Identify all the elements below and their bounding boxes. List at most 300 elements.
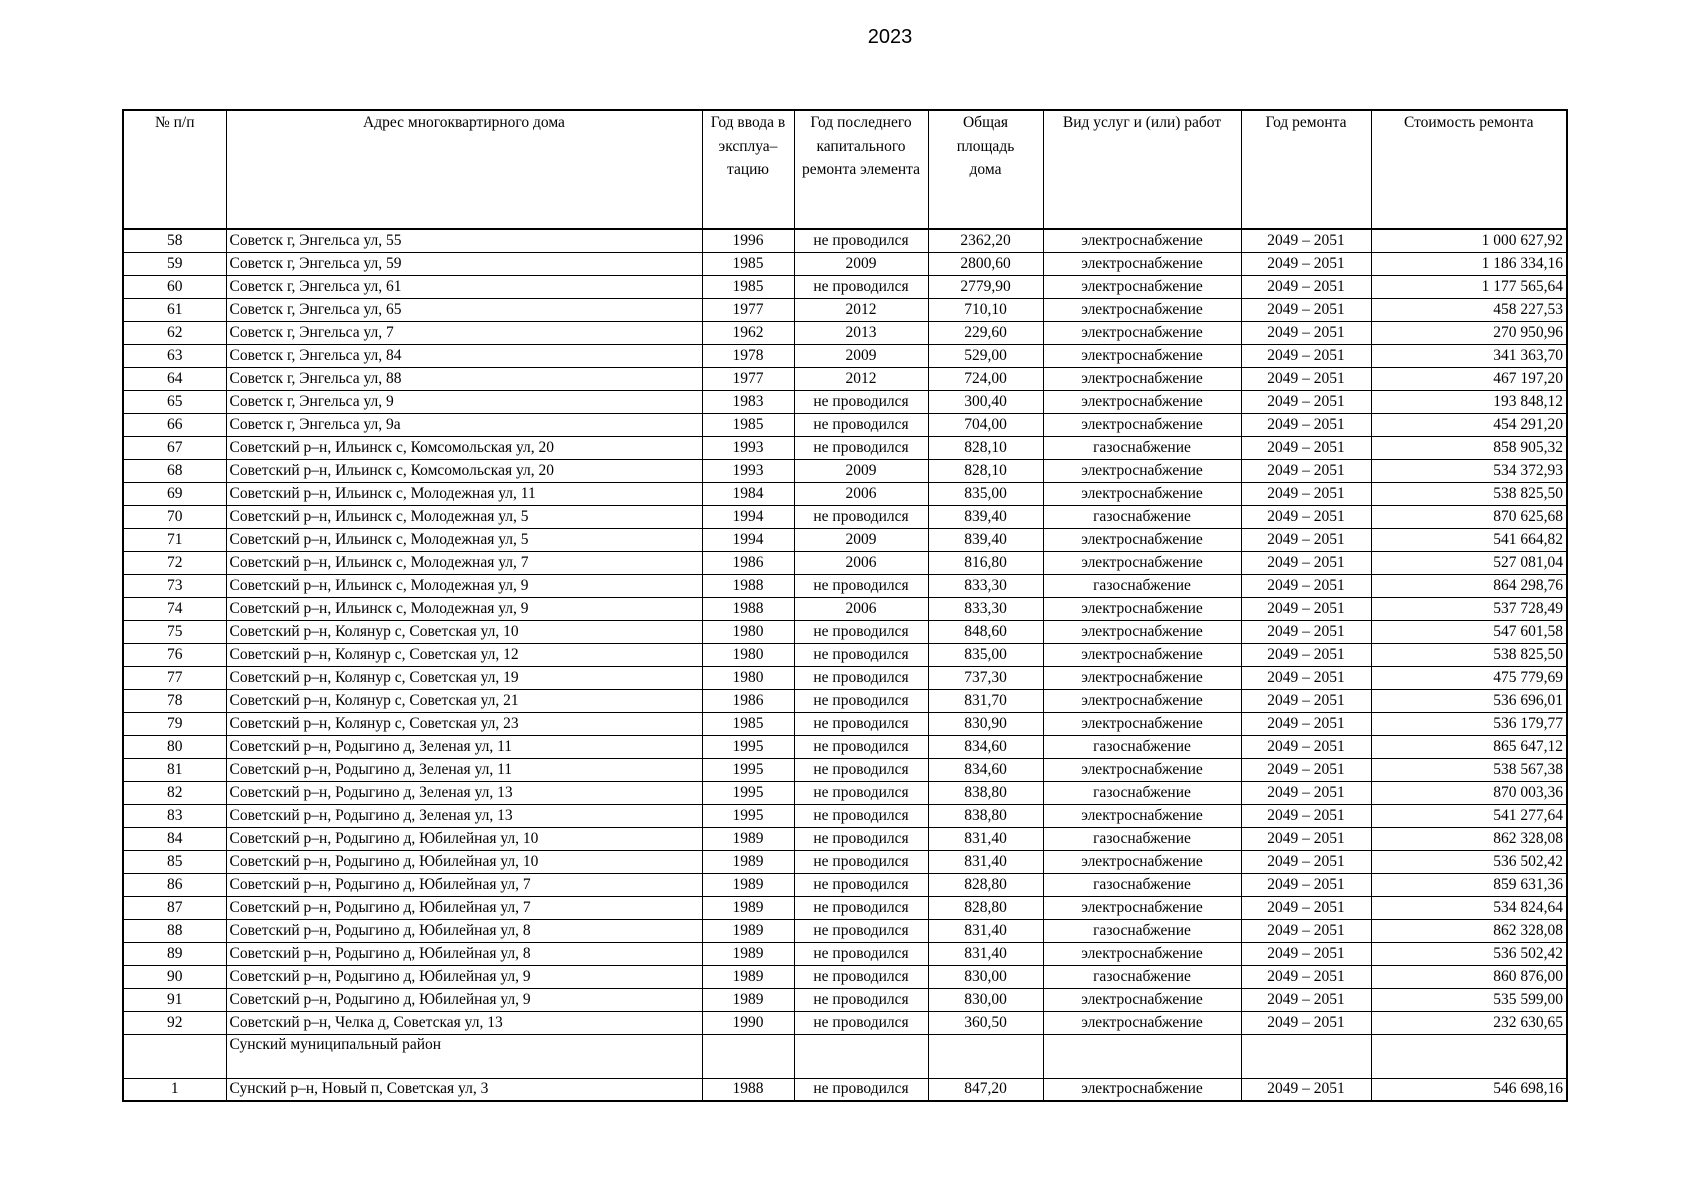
row-address: Советский р–н, Родыгино д, Юбилейная ул, 9 <box>226 965 702 988</box>
row-service: электроснабжение <box>1043 459 1241 482</box>
table-row <box>123 758 1567 781</box>
row-address: Советск г, Энгельса ул, 7 <box>226 321 702 344</box>
row-address: Советский р–н, Родыгино д, Зеленая ул, 11 <box>226 758 702 781</box>
row-area: 833,30 <box>928 574 1043 597</box>
row-area: 2779,90 <box>928 275 1043 298</box>
row-service: электроснабжение <box>1043 298 1241 321</box>
row-address: Советский р–н, Родыгино д, Юбилейная ул, 10 <box>226 850 702 873</box>
row-number: 89 <box>123 942 226 965</box>
section-empty-cell <box>928 1034 1043 1078</box>
row-last-repair: 2009 <box>794 459 928 482</box>
row-service: электроснабжение <box>1043 942 1241 965</box>
row-cost: 527 081,04 <box>1371 551 1567 574</box>
row-service: электроснабжение <box>1043 597 1241 620</box>
table-row <box>123 781 1567 804</box>
row-number: 65 <box>123 390 226 413</box>
row-number: 80 <box>123 735 226 758</box>
table-row <box>123 344 1567 367</box>
row-area: 737,30 <box>928 666 1043 689</box>
row-repair-years: 2049 – 2051 <box>1241 505 1371 528</box>
row-number: 74 <box>123 597 226 620</box>
row-service: электроснабжение <box>1043 896 1241 919</box>
row-service: электроснабжение <box>1043 712 1241 735</box>
row-last-repair: не проводился <box>794 942 928 965</box>
row-cost: 859 631,36 <box>1371 873 1567 896</box>
row-year-built: 1993 <box>702 436 794 459</box>
row-last-repair: 2009 <box>794 252 928 275</box>
section-empty-cell <box>123 1034 226 1078</box>
row-address: Советск г, Энгельса ул, 84 <box>226 344 702 367</box>
row-service: газоснабжение <box>1043 827 1241 850</box>
row-year-built: 1994 <box>702 505 794 528</box>
table-row <box>123 643 1567 666</box>
row-last-repair: не проводился <box>794 1011 928 1034</box>
row-address: Советский р–н, Челка д, Советская ул, 13 <box>226 1011 702 1034</box>
row-number: 1 <box>123 1078 226 1101</box>
table-row <box>123 620 1567 643</box>
row-area: 360,50 <box>928 1011 1043 1034</box>
row-service: электроснабжение <box>1043 252 1241 275</box>
row-cost: 1 177 565,64 <box>1371 275 1567 298</box>
table-row <box>123 275 1567 298</box>
table-row <box>123 413 1567 436</box>
row-service: газоснабжение <box>1043 436 1241 459</box>
row-area: 229,60 <box>928 321 1043 344</box>
row-area: 830,00 <box>928 988 1043 1011</box>
row-number: 70 <box>123 505 226 528</box>
row-repair-years: 2049 – 2051 <box>1241 252 1371 275</box>
column-header-number: № п/п <box>123 110 226 229</box>
row-repair-years: 2049 – 2051 <box>1241 758 1371 781</box>
row-area: 2362,20 <box>928 229 1043 252</box>
row-repair-years: 2049 – 2051 <box>1241 735 1371 758</box>
section-empty-cell <box>1043 1034 1241 1078</box>
row-number: 62 <box>123 321 226 344</box>
row-repair-years: 2049 – 2051 <box>1241 1011 1371 1034</box>
row-repair-years: 2049 – 2051 <box>1241 574 1371 597</box>
row-number: 91 <box>123 988 226 1011</box>
row-repair-years: 2049 – 2051 <box>1241 367 1371 390</box>
row-year-built: 1990 <box>702 1011 794 1034</box>
row-repair-years: 2049 – 2051 <box>1241 528 1371 551</box>
row-area: 833,30 <box>928 597 1043 620</box>
row-year-built: 1996 <box>702 229 794 252</box>
row-service: газоснабжение <box>1043 735 1241 758</box>
table-row <box>123 321 1567 344</box>
row-number: 90 <box>123 965 226 988</box>
table-row <box>123 298 1567 321</box>
row-cost: 538 825,50 <box>1371 643 1567 666</box>
table-row <box>123 712 1567 735</box>
row-year-built: 1985 <box>702 712 794 735</box>
row-service: электроснабжение <box>1043 390 1241 413</box>
row-year-built: 1986 <box>702 551 794 574</box>
row-address: Советск г, Энгельса ул, 9а <box>226 413 702 436</box>
section-header-row <box>123 1034 1567 1078</box>
row-cost: 864 298,76 <box>1371 574 1567 597</box>
row-repair-years: 2049 – 2051 <box>1241 1078 1371 1101</box>
row-last-repair: не проводился <box>794 689 928 712</box>
row-service: электроснабжение <box>1043 1078 1241 1101</box>
row-area: 839,40 <box>928 528 1043 551</box>
row-last-repair: не проводился <box>794 229 928 252</box>
row-service: электроснабжение <box>1043 666 1241 689</box>
row-year-built: 1977 <box>702 367 794 390</box>
row-number: 59 <box>123 252 226 275</box>
row-cost: 1 000 627,92 <box>1371 229 1567 252</box>
row-service: электроснабжение <box>1043 229 1241 252</box>
row-service: электроснабжение <box>1043 689 1241 712</box>
row-number: 87 <box>123 896 226 919</box>
repair-schedule-table <box>122 109 1568 1102</box>
row-number: 66 <box>123 413 226 436</box>
row-year-built: 1980 <box>702 666 794 689</box>
row-last-repair: не проводился <box>794 712 928 735</box>
row-number: 71 <box>123 528 226 551</box>
row-year-built: 1989 <box>702 827 794 850</box>
row-last-repair: не проводился <box>794 873 928 896</box>
row-year-built: 1989 <box>702 919 794 942</box>
row-cost: 860 876,00 <box>1371 965 1567 988</box>
row-address: Сунский р–н, Новый п, Советская ул, 3 <box>226 1078 702 1101</box>
row-last-repair: 2012 <box>794 367 928 390</box>
row-repair-years: 2049 – 2051 <box>1241 551 1371 574</box>
row-service: электроснабжение <box>1043 413 1241 436</box>
row-area: 529,00 <box>928 344 1043 367</box>
row-number: 67 <box>123 436 226 459</box>
row-area: 830,00 <box>928 965 1043 988</box>
row-address: Советский р–н, Родыгино д, Юбилейная ул, 10 <box>226 827 702 850</box>
row-cost: 865 647,12 <box>1371 735 1567 758</box>
row-number: 83 <box>123 804 226 827</box>
row-year-built: 1995 <box>702 804 794 827</box>
row-repair-years: 2049 – 2051 <box>1241 298 1371 321</box>
row-last-repair: не проводился <box>794 666 928 689</box>
row-address: Советский р–н, Ильинск с, Молодежная ул, 5 <box>226 528 702 551</box>
table-row <box>123 459 1567 482</box>
column-header-repair-years: Год ремонта <box>1241 110 1371 229</box>
row-area: 835,00 <box>928 482 1043 505</box>
row-address: Советский р–н, Ильинск с, Молодежная ул, 5 <box>226 505 702 528</box>
row-cost: 541 277,64 <box>1371 804 1567 827</box>
row-cost: 458 227,53 <box>1371 298 1567 321</box>
table-row <box>123 252 1567 275</box>
row-service: электроснабжение <box>1043 367 1241 390</box>
row-address: Советский р–н, Ильинск с, Комсомольская ул, 20 <box>226 459 702 482</box>
row-area: 2800,60 <box>928 252 1043 275</box>
row-area: 835,00 <box>928 643 1043 666</box>
row-last-repair: 2006 <box>794 551 928 574</box>
row-area: 830,90 <box>928 712 1043 735</box>
row-area: 831,70 <box>928 689 1043 712</box>
row-service: электроснабжение <box>1043 344 1241 367</box>
row-service: электроснабжение <box>1043 1011 1241 1034</box>
row-cost: 870 625,68 <box>1371 505 1567 528</box>
row-address: Советский р–н, Родыгино д, Юбилейная ул, 7 <box>226 896 702 919</box>
row-address: Советский р–н, Колянур с, Советская ул, 12 <box>226 643 702 666</box>
row-last-repair: не проводился <box>794 413 928 436</box>
row-last-repair: не проводился <box>794 436 928 459</box>
row-area: 831,40 <box>928 827 1043 850</box>
row-cost: 536 179,77 <box>1371 712 1567 735</box>
row-repair-years: 2049 – 2051 <box>1241 666 1371 689</box>
row-last-repair: не проводился <box>794 758 928 781</box>
row-repair-years: 2049 – 2051 <box>1241 413 1371 436</box>
row-service: электроснабжение <box>1043 275 1241 298</box>
row-last-repair: 2013 <box>794 321 928 344</box>
row-service: газоснабжение <box>1043 781 1241 804</box>
row-address: Советский р–н, Родыгино д, Юбилейная ул, 7 <box>226 873 702 896</box>
table-row <box>123 942 1567 965</box>
row-cost: 193 848,12 <box>1371 390 1567 413</box>
row-repair-years: 2049 – 2051 <box>1241 942 1371 965</box>
row-last-repair: не проводился <box>794 574 928 597</box>
row-repair-years: 2049 – 2051 <box>1241 321 1371 344</box>
table-row <box>123 574 1567 597</box>
row-year-built: 1995 <box>702 758 794 781</box>
row-number: 88 <box>123 919 226 942</box>
table-row <box>123 919 1567 942</box>
column-header-cost: Стоимость ремонта <box>1371 110 1567 229</box>
row-service: газоснабжение <box>1043 574 1241 597</box>
row-repair-years: 2049 – 2051 <box>1241 436 1371 459</box>
row-last-repair: не проводился <box>794 781 928 804</box>
section-title: Сунский муниципальный район <box>226 1034 702 1078</box>
row-area: 831,40 <box>928 850 1043 873</box>
row-cost: 232 630,65 <box>1371 1011 1567 1034</box>
row-address: Советский р–н, Родыгино д, Зеленая ул, 13 <box>226 781 702 804</box>
row-repair-years: 2049 – 2051 <box>1241 620 1371 643</box>
row-area: 816,80 <box>928 551 1043 574</box>
row-last-repair: не проводился <box>794 827 928 850</box>
row-cost: 341 363,70 <box>1371 344 1567 367</box>
row-year-built: 1994 <box>702 528 794 551</box>
row-repair-years: 2049 – 2051 <box>1241 919 1371 942</box>
row-cost: 547 601,58 <box>1371 620 1567 643</box>
row-service: газоснабжение <box>1043 505 1241 528</box>
row-address: Советский р–н, Колянур с, Советская ул, 19 <box>226 666 702 689</box>
row-service: электроснабжение <box>1043 482 1241 505</box>
row-year-built: 1977 <box>702 298 794 321</box>
row-repair-years: 2049 – 2051 <box>1241 850 1371 873</box>
row-cost: 536 502,42 <box>1371 850 1567 873</box>
row-area: 831,40 <box>928 919 1043 942</box>
row-number: 92 <box>123 1011 226 1034</box>
row-repair-years: 2049 – 2051 <box>1241 275 1371 298</box>
row-number: 77 <box>123 666 226 689</box>
row-cost: 538 825,50 <box>1371 482 1567 505</box>
row-last-repair: не проводился <box>794 620 928 643</box>
row-repair-years: 2049 – 2051 <box>1241 988 1371 1011</box>
row-last-repair: 2012 <box>794 298 928 321</box>
table-row <box>123 528 1567 551</box>
table-row <box>123 505 1567 528</box>
row-cost: 537 728,49 <box>1371 597 1567 620</box>
row-area: 838,80 <box>928 781 1043 804</box>
row-repair-years: 2049 – 2051 <box>1241 804 1371 827</box>
row-cost: 475 779,69 <box>1371 666 1567 689</box>
row-year-built: 1988 <box>702 597 794 620</box>
row-number: 81 <box>123 758 226 781</box>
row-cost: 1 186 334,16 <box>1371 252 1567 275</box>
row-year-built: 1995 <box>702 781 794 804</box>
row-number: 84 <box>123 827 226 850</box>
row-year-built: 1995 <box>702 735 794 758</box>
row-area: 847,20 <box>928 1078 1043 1101</box>
row-year-built: 1989 <box>702 965 794 988</box>
table-row <box>123 1078 1567 1101</box>
row-repair-years: 2049 – 2051 <box>1241 873 1371 896</box>
row-area: 828,80 <box>928 873 1043 896</box>
row-address: Советск г, Энгельса ул, 9 <box>226 390 702 413</box>
table-row <box>123 804 1567 827</box>
row-number: 85 <box>123 850 226 873</box>
row-cost: 467 197,20 <box>1371 367 1567 390</box>
row-cost: 858 905,32 <box>1371 436 1567 459</box>
row-cost: 538 567,38 <box>1371 758 1567 781</box>
row-address: Советск г, Энгельса ул, 88 <box>226 367 702 390</box>
table-row <box>123 896 1567 919</box>
row-year-built: 1989 <box>702 896 794 919</box>
row-repair-years: 2049 – 2051 <box>1241 643 1371 666</box>
row-year-built: 1989 <box>702 942 794 965</box>
row-year-built: 1980 <box>702 620 794 643</box>
row-year-built: 1985 <box>702 413 794 436</box>
row-year-built: 1989 <box>702 988 794 1011</box>
section-empty-cell <box>1371 1034 1567 1078</box>
row-year-built: 1984 <box>702 482 794 505</box>
row-last-repair: 2006 <box>794 597 928 620</box>
row-cost: 546 698,16 <box>1371 1078 1567 1101</box>
row-cost: 541 664,82 <box>1371 528 1567 551</box>
row-year-built: 1978 <box>702 344 794 367</box>
table-row <box>123 965 1567 988</box>
page-header: 2023 <box>867 26 913 48</box>
row-last-repair: не проводился <box>794 988 928 1011</box>
row-service: электроснабжение <box>1043 528 1241 551</box>
row-number: 75 <box>123 620 226 643</box>
row-repair-years: 2049 – 2051 <box>1241 597 1371 620</box>
row-area: 834,60 <box>928 735 1043 758</box>
row-number: 61 <box>123 298 226 321</box>
row-address: Советск г, Энгельса ул, 65 <box>226 298 702 321</box>
table-row <box>123 551 1567 574</box>
row-number: 69 <box>123 482 226 505</box>
row-number: 86 <box>123 873 226 896</box>
row-number: 68 <box>123 459 226 482</box>
row-area: 724,00 <box>928 367 1043 390</box>
row-number: 76 <box>123 643 226 666</box>
row-area: 848,60 <box>928 620 1043 643</box>
column-header-service: Вид услуг и (или) работ <box>1043 110 1241 229</box>
row-service: газоснабжение <box>1043 873 1241 896</box>
section-empty-cell <box>794 1034 928 1078</box>
row-year-built: 1985 <box>702 252 794 275</box>
row-year-built: 1980 <box>702 643 794 666</box>
row-address: Советский р–н, Родыгино д, Зеленая ул, 13 <box>226 804 702 827</box>
row-cost: 535 599,00 <box>1371 988 1567 1011</box>
row-area: 710,10 <box>928 298 1043 321</box>
row-year-built: 1986 <box>702 689 794 712</box>
row-repair-years: 2049 – 2051 <box>1241 896 1371 919</box>
row-address: Советский р–н, Родыгино д, Юбилейная ул, 8 <box>226 942 702 965</box>
row-repair-years: 2049 – 2051 <box>1241 781 1371 804</box>
row-number: 72 <box>123 551 226 574</box>
row-cost: 534 824,64 <box>1371 896 1567 919</box>
row-area: 828,10 <box>928 459 1043 482</box>
row-cost: 870 003,36 <box>1371 781 1567 804</box>
row-year-built: 1983 <box>702 390 794 413</box>
row-service: газоснабжение <box>1043 919 1241 942</box>
row-cost: 454 291,20 <box>1371 413 1567 436</box>
row-address: Советский р–н, Колянур с, Советская ул, 23 <box>226 712 702 735</box>
row-area: 838,80 <box>928 804 1043 827</box>
table-row <box>123 873 1567 896</box>
table-row <box>123 597 1567 620</box>
row-address: Советск г, Энгельса ул, 61 <box>226 275 702 298</box>
row-last-repair: не проводился <box>794 850 928 873</box>
row-cost: 270 950,96 <box>1371 321 1567 344</box>
table-row <box>123 689 1567 712</box>
row-service: электроснабжение <box>1043 620 1241 643</box>
row-address: Советский р–н, Ильинск с, Молодежная ул, 11 <box>226 482 702 505</box>
row-address: Советский р–н, Ильинск с, Молодежная ул, 7 <box>226 551 702 574</box>
row-number: 78 <box>123 689 226 712</box>
row-last-repair: не проводился <box>794 643 928 666</box>
row-last-repair: не проводился <box>794 1078 928 1101</box>
row-year-built: 1962 <box>702 321 794 344</box>
row-cost: 534 372,93 <box>1371 459 1567 482</box>
row-number: 82 <box>123 781 226 804</box>
row-repair-years: 2049 – 2051 <box>1241 827 1371 850</box>
row-number: 63 <box>123 344 226 367</box>
row-service: электроснабжение <box>1043 804 1241 827</box>
row-last-repair: не проводился <box>794 735 928 758</box>
row-address: Советск г, Энгельса ул, 59 <box>226 252 702 275</box>
table-row <box>123 229 1567 252</box>
table-row <box>123 390 1567 413</box>
row-area: 839,40 <box>928 505 1043 528</box>
row-year-built: 1993 <box>702 459 794 482</box>
column-header-area: Общая площадь дома <box>928 110 1043 229</box>
row-address: Советский р–н, Колянур с, Советская ул, 10 <box>226 620 702 643</box>
table-header-row <box>123 110 1567 229</box>
row-cost: 536 696,01 <box>1371 689 1567 712</box>
row-area: 831,40 <box>928 942 1043 965</box>
row-year-built: 1988 <box>702 1078 794 1101</box>
row-last-repair: 2009 <box>794 528 928 551</box>
row-last-repair: 2006 <box>794 482 928 505</box>
row-last-repair: не проводился <box>794 965 928 988</box>
column-header-address: Адрес многоквартирного дома <box>226 110 702 229</box>
row-service: электроснабжение <box>1043 321 1241 344</box>
row-address: Советский р–н, Родыгино д, Зеленая ул, 11 <box>226 735 702 758</box>
row-area: 834,60 <box>928 758 1043 781</box>
row-service: электроснабжение <box>1043 551 1241 574</box>
row-service: электроснабжение <box>1043 643 1241 666</box>
table-row <box>123 482 1567 505</box>
row-service: газоснабжение <box>1043 965 1241 988</box>
row-number: 60 <box>123 275 226 298</box>
row-repair-years: 2049 – 2051 <box>1241 390 1371 413</box>
row-repair-years: 2049 – 2051 <box>1241 689 1371 712</box>
row-repair-years: 2049 – 2051 <box>1241 459 1371 482</box>
column-header-year-built: Год ввода в эксплуа–тацию <box>702 110 794 229</box>
row-number: 79 <box>123 712 226 735</box>
row-area: 300,40 <box>928 390 1043 413</box>
table-row <box>123 436 1567 459</box>
row-last-repair: не проводился <box>794 919 928 942</box>
